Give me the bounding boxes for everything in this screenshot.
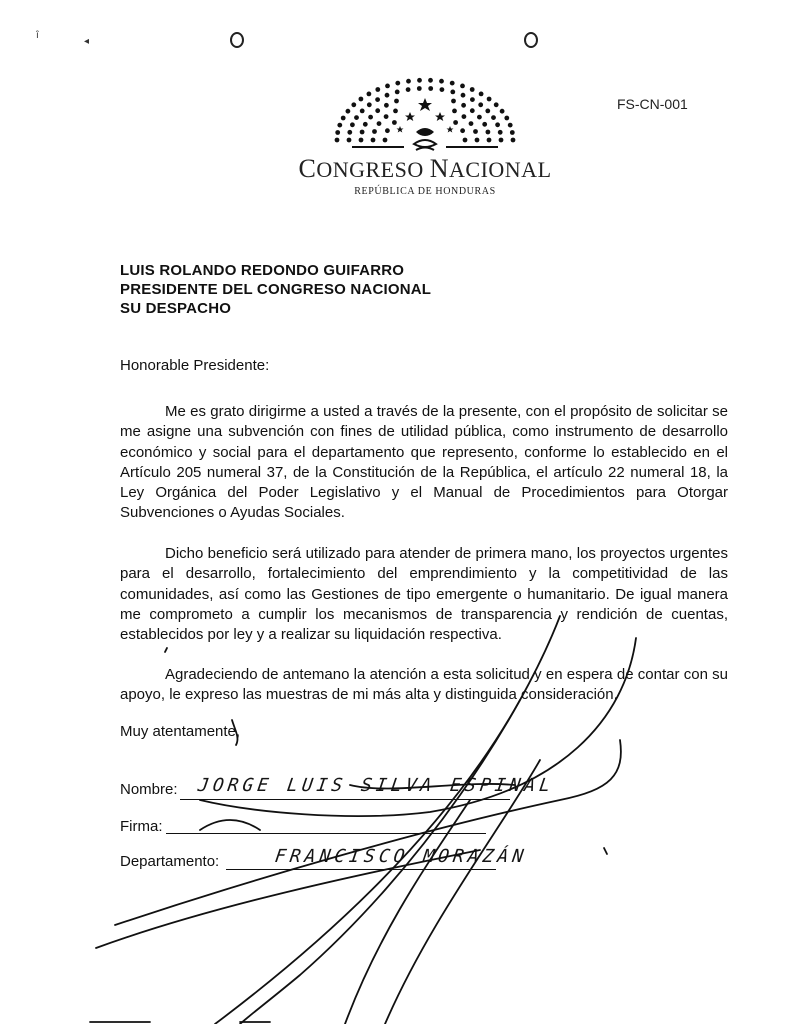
addressee-office: SU DESPACHO [120, 300, 232, 317]
closing: Muy atentamente, [120, 723, 241, 740]
emblem-seat-dot [451, 99, 456, 104]
emblem-seat-dot [450, 90, 455, 95]
body-paragraph-1: Me es grato dirigirme a usted a través de la presente, con el propósito de solicitar se me asigne una subvención con fines de utilidad pública, como instrumento de desarrollo económico y social para el departamento que represento, conforme lo establecido en el Artículo 205 numeral 37, de la Constitución de la República, el artículo 22 numeral 18, la Ley Orgánica del Poder Legislativo y el Manual de Procedimientos para Otorgar Subvenciones o Ayudas Sociales. [120, 403, 728, 522]
emblem-seat-dot [482, 122, 487, 127]
emblem-seat-dot [500, 109, 505, 114]
emblem-seat-dot [368, 115, 373, 120]
emblem-seat-dot [346, 109, 351, 114]
emblem-seat-dot [428, 78, 433, 83]
emblem-seat-dot [508, 123, 513, 128]
body-paragraph-2: Dicho beneficio será utilizado para atender de primera mano, los proyectos urgentes para el desarrollo, fortalecimiento del emprendimiento y la competitividad de las comunidades, así como las Gestiones de tipo emergente o humanitario. De igual manera me comprometo a cumplir los mecanismos de transparencia y rendición de cuentas, establecidos por ley y a realizar su liquidación respectiva. [120, 545, 728, 644]
emblem-seat-dot [351, 102, 356, 107]
emblem-seat-dot [375, 97, 380, 102]
emblem-seat-dot [394, 99, 399, 104]
emblem-seat-dot [460, 128, 465, 133]
emblem-seat-dot [491, 115, 496, 120]
emblem-seat-dot [372, 129, 377, 134]
emblem-seat-dot [504, 116, 509, 121]
emblem-seat-dot [406, 79, 411, 84]
emblem-seat-dot [384, 114, 389, 119]
emblem-seat-dot [385, 93, 390, 98]
emblem-seat-dot [337, 123, 342, 128]
scan-speck: ◂ [84, 36, 90, 47]
punch-hole-left [230, 32, 244, 48]
emblem-seat-dot [450, 81, 455, 86]
emblem-seat-dot [383, 138, 388, 143]
emblem-seat-dot [487, 97, 492, 102]
emblem-seat-dot [498, 130, 503, 135]
emblem-seat-dot [367, 92, 372, 97]
congress-hemicycle-emblem [330, 40, 520, 160]
emblem-seat-dot [417, 86, 422, 91]
name-label: Nombre: [120, 781, 178, 798]
emblem-seat-dot [477, 115, 482, 120]
emblem-seat-dot [395, 81, 400, 86]
emblem-seat-dot [499, 138, 504, 143]
emblem-seat-dot [479, 92, 484, 97]
emblem-seat-dot [359, 97, 364, 102]
emblem-seat-dot [341, 116, 346, 121]
emblem-seat-dot [494, 102, 499, 107]
emblem-seat-dot [486, 130, 491, 135]
emblem-seat-dot [452, 109, 457, 114]
title-initial-c: C [298, 154, 317, 183]
signature-line [166, 833, 486, 834]
scan-speck: ȋ [36, 30, 39, 41]
salutation: Honorable Presidente: [120, 357, 270, 374]
emblem-seat-dot [428, 86, 433, 91]
emblem-seat-dot [359, 138, 364, 143]
title-rest-acional: ACIONAL [449, 157, 552, 182]
emblem-seat-dot [462, 114, 467, 119]
signature-label: Firma: [120, 818, 163, 835]
emblem-seat-dot [375, 108, 380, 113]
emblem-seat-dot [510, 130, 515, 135]
emblem-seat-dot [439, 79, 444, 84]
emblem-seat-dot [469, 121, 474, 126]
emblem-seat-dot [485, 109, 490, 114]
emblem-seat-dot [335, 138, 340, 143]
emblem-seat-dot [367, 102, 372, 107]
emblem-seat-dot [461, 93, 466, 98]
emblem-seat-dot [478, 102, 483, 107]
emblem-seat-dot [347, 138, 352, 143]
emblem-seat-dot [453, 120, 458, 125]
emblem-seat-dot [511, 138, 516, 143]
emblem-seat-dot [461, 103, 466, 108]
emblem-seat-dot [460, 84, 465, 89]
emblem-seat-dot [385, 84, 390, 89]
department-line [226, 869, 496, 870]
emblem-seat-dot [475, 138, 480, 143]
title-rest-ongreso: ONGRESO [316, 157, 424, 182]
emblem-seat-dot [360, 109, 365, 114]
emblem-seat-dot [385, 128, 390, 133]
addressee-name: LUIS ROLANDO REDONDO GUIFARRO [120, 262, 405, 279]
emblem-seat-dot [470, 97, 475, 102]
emblem-seat-dot [371, 138, 376, 143]
emblem-seat-dot [417, 78, 422, 83]
congress-subtitle: REPÚBLICA DE HONDURAS [354, 186, 496, 197]
emblem-seat-dot [470, 87, 475, 92]
form-code: FS-CN-001 [617, 96, 688, 112]
emblem-seat-dot [470, 108, 475, 113]
emblem-seat-dot [473, 129, 478, 134]
name-handwritten: JORGE LUIS SILVA ESPINAL [196, 775, 556, 796]
emblem-seat-dot [392, 120, 397, 125]
emblem-seat-dot [495, 122, 500, 127]
emblem-seat-dot [375, 87, 380, 92]
congress-title [260, 154, 590, 184]
emblem-seat-dot [440, 87, 445, 92]
emblem-seat-dot [347, 130, 352, 135]
title-initial-n: N [429, 154, 450, 183]
body-paragraph-3: Agradeciendo de antemano la atención a esta solicitud y en espera de contar con su apoyo, le expreso las muestras de mi más alta y distinguida consideración. [120, 666, 728, 704]
emblem-seat-dot [463, 138, 468, 143]
emblem-seat-dot [350, 122, 355, 127]
emblem-seat-dot [393, 109, 398, 114]
emblem-seat-dot [487, 138, 492, 143]
addressee-title: PRESIDENTE DEL CONGRESO NACIONAL [120, 281, 432, 298]
department-label: Departamento: [120, 853, 220, 870]
emblem-seat-dot [384, 103, 389, 108]
emblem-seat-dot [335, 130, 340, 135]
emblem-seat-dot [360, 130, 365, 135]
emblem-seat-dot [395, 90, 400, 95]
emblem-seat-dot [354, 115, 359, 120]
department-handwritten: FRANCISCO MORAZÁN [273, 846, 529, 867]
name-line [180, 799, 510, 800]
emblem-seat-dot [406, 87, 411, 92]
punch-hole-right [524, 32, 538, 48]
emblem-seat-dot [377, 121, 382, 126]
emblem-seat-dot [363, 122, 368, 127]
